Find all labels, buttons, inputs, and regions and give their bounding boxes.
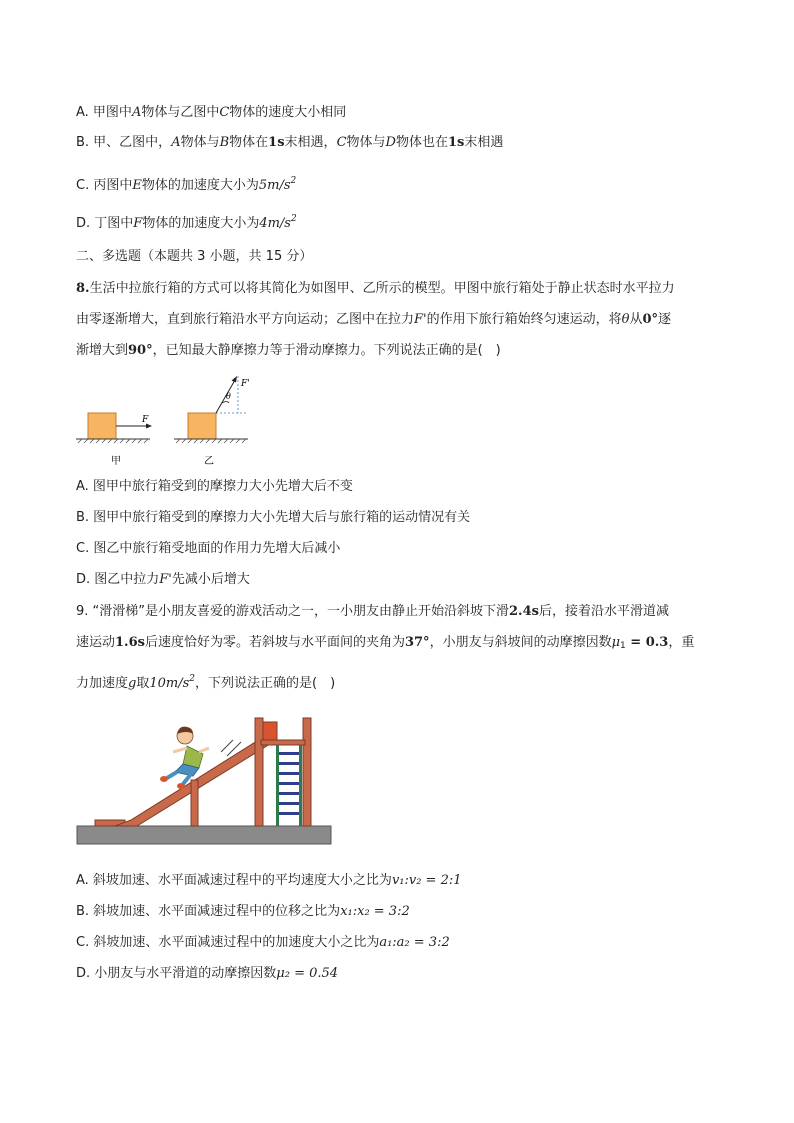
q8-option-c: C. 图乙中旅行箱受地面的作用力先增大后减小 xyxy=(76,541,341,556)
q8-stem-line1: 8.生活中拉旅行箱的方式可以将其简化为如图甲、乙所示的模型。甲图中旅行箱处于静止状态时水平拉力 xyxy=(76,281,675,296)
ground-hatch-yi xyxy=(176,439,246,443)
suitcase-box-yi xyxy=(188,413,216,439)
ladder-rail-right xyxy=(299,745,302,826)
force-arrowhead-Fprime xyxy=(232,376,238,383)
q7-option-b: B. 甲、乙图中，A物体与B物体在1s末相遇，C物体与D物体也在1s末相遇 xyxy=(76,135,504,150)
slide-platform xyxy=(261,740,305,745)
q8-option-a: A. 图甲中旅行箱受到的摩擦力大小先增大后不变 xyxy=(76,479,353,494)
label-jia: 甲 xyxy=(111,456,121,467)
q8-figure xyxy=(70,368,270,472)
section-title-multiple-choice: 二、多选题（本题共 3 小题，共 15 分） xyxy=(76,249,313,264)
q8-option-d: D. 图乙中拉力F'先减小后增大 xyxy=(76,572,250,587)
label-Fprime: F' xyxy=(241,379,250,389)
slide-leg-front xyxy=(191,780,198,826)
q7-option-c: C. 丙图中E物体的加速度大小为$5m/s^2$ xyxy=(76,176,297,193)
suitcase-box-jia xyxy=(88,413,116,439)
ladder-rungs xyxy=(279,752,299,815)
label-yi: 乙 xyxy=(204,456,214,467)
q9-option-d: D. 小朋友与水平滑道的动摩擦因数μ₂ = 0.54 xyxy=(76,966,339,981)
q8-stem-line3: 渐增大到90°，已知最大静摩擦力等于滑动摩擦力。下列说法正确的是( ) xyxy=(76,343,501,358)
label-F: F xyxy=(142,415,149,425)
slide-ground xyxy=(77,826,331,844)
q9-option-a: A. 斜坡加速、水平面减速过程中的平均速度大小之比为v₁:v₂ = 2:1 xyxy=(76,873,462,888)
q9-option-c: C. 斜坡加速、水平面减速过程中的加速度大小之比为a₁:a₂ = 3:2 xyxy=(76,935,450,950)
q9-stem-line2: 速运动1.6s后速度恰好为零。若斜坡与水平面间的夹角为37°，小朋友与斜坡间的动摩擦因数$\mu_1 = 0.3$，重 xyxy=(76,635,695,651)
q7-option-a: A. 甲图中A物体与乙图中C物体的速度大小相同 xyxy=(76,105,347,120)
slide-post-left xyxy=(255,718,263,826)
label-theta: θ xyxy=(226,392,231,401)
q9-stem-line1: 9. “滑滑梯”是小朋友喜爱的游戏活动之一，一小朋友由静止开始沿斜坡下滑2.4s后，接着沿水平滑道减 xyxy=(76,604,669,619)
q9-stem-line3: 力加速度g取$10m/s^2$，下列说法正确的是( ) xyxy=(76,674,336,691)
q9-option-b: B. 斜坡加速、水平面减速过程中的位移之比为x₁:x₂ = 3:2 xyxy=(76,904,410,919)
q7-option-d: D. 丁图中F物体的加速度大小为$4m/s^2$ xyxy=(76,214,297,231)
ladder-rail-left xyxy=(276,745,279,826)
ground-hatch-jia xyxy=(78,439,148,443)
q8-option-b: B. 图甲中旅行箱受到的摩擦力大小先增大后与旅行箱的运动情况有关 xyxy=(76,510,471,525)
motion-line-1 xyxy=(221,740,233,752)
slide-post-right xyxy=(303,718,311,826)
slide-top-block xyxy=(263,722,277,740)
q8-stem-line2: 由零逐渐增大，直到旅行箱沿水平方向运动；乙图中在拉力F'的作用下旅行箱始终匀速运动，将θ从0°逐 xyxy=(76,312,672,327)
slide-figure xyxy=(75,712,335,848)
